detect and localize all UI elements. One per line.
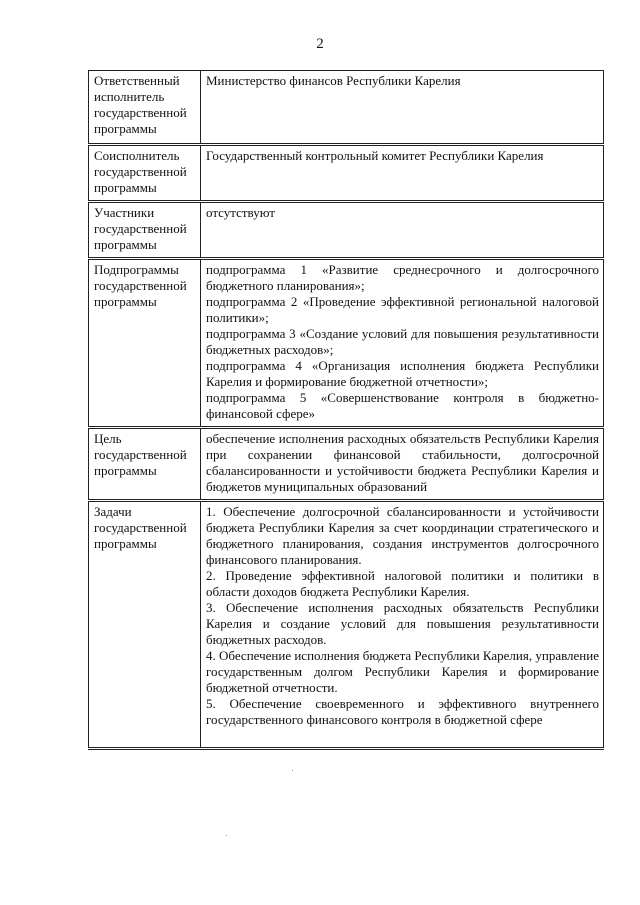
table-row-tasks [89, 501, 604, 749]
scan-speck [292, 770, 293, 771]
page-number: 2 [316, 36, 324, 52]
row-label: Ответственный исполнитель государственной программы [89, 71, 201, 145]
table-row-subprograms [89, 259, 604, 428]
row-label: Подпрограммы государственной программы [89, 259, 201, 428]
table-row-coexecutor [89, 145, 604, 202]
row-value [201, 428, 604, 501]
value-line: подпрограмма 4 «Организация исполнения бюджета Республики Карелия и формирование бюджетной отчетности»; [206, 358, 599, 389]
scan-speck [226, 835, 227, 836]
value-line: обеспечение исполнения расходных обязательств Республики Карелия при сохранении финансовой стабильности, долгосрочной сбалансированности и устойчивости бюджета Республики Карелия и бюджетов муниципальных образований [206, 431, 599, 494]
row-value [201, 202, 604, 259]
value-line: подпрограмма 1 «Развитие среднесрочного и долгосрочного бюджетного планирования»; [206, 262, 599, 293]
row-value [201, 501, 604, 749]
program-passport-table [88, 70, 604, 750]
row-value [201, 71, 604, 145]
value-line: 1. Обеспечение долгосрочной сбалансированности и устойчивости бюджета Республики Карелия за счет координации стратегического и бюджетного планирования, создания инструментов долгосрочного финансового планирования. [206, 504, 599, 567]
row-label: Задачи государственной программы [89, 501, 201, 749]
value-line: 4. Обеспечение исполнения бюджета Республики Карелия, управление государственным долгом Республики Карелия и формирование бюджетной отчетности. [206, 648, 599, 695]
value-line: 5. Обеспечение своевременного и эффективного внутреннего государственного финансового контроля в бюджетной сфере [206, 696, 599, 727]
value-line: подпрограмма 2 «Проведение эффективной региональной налоговой политики»; [206, 294, 599, 325]
value-line: 3. Обеспечение исполнения расходных обязательств Республики Карелия и создание условий для повышения результативности бюджетных расходов. [206, 600, 599, 647]
value-line: Министерство финансов Республики Карелия [206, 73, 461, 88]
row-value [201, 145, 604, 202]
row-label: Участники государственной программы [89, 202, 201, 259]
value-line: подпрограмма 5 «Совершенствование контроля в бюджетно-финансовой сфере» [206, 390, 599, 421]
table-row-participants [89, 202, 604, 259]
value-line: Государственный контрольный комитет Республики Карелия [206, 148, 544, 163]
row-label: Цель государственной программы [89, 428, 201, 501]
row-value [201, 259, 604, 428]
table-row-goal [89, 428, 604, 501]
table-row-responsible [89, 71, 604, 145]
row-label: Соисполнитель государственной программы [89, 145, 201, 202]
value-line: отсутствуют [206, 205, 275, 220]
value-line: подпрограмма 3 «Создание условий для повышения результативности бюджетных расходов»; [206, 326, 599, 357]
value-line: 2. Проведение эффективной налоговой политики и политики в области доходов бюджета Республики Карелия. [206, 568, 599, 599]
